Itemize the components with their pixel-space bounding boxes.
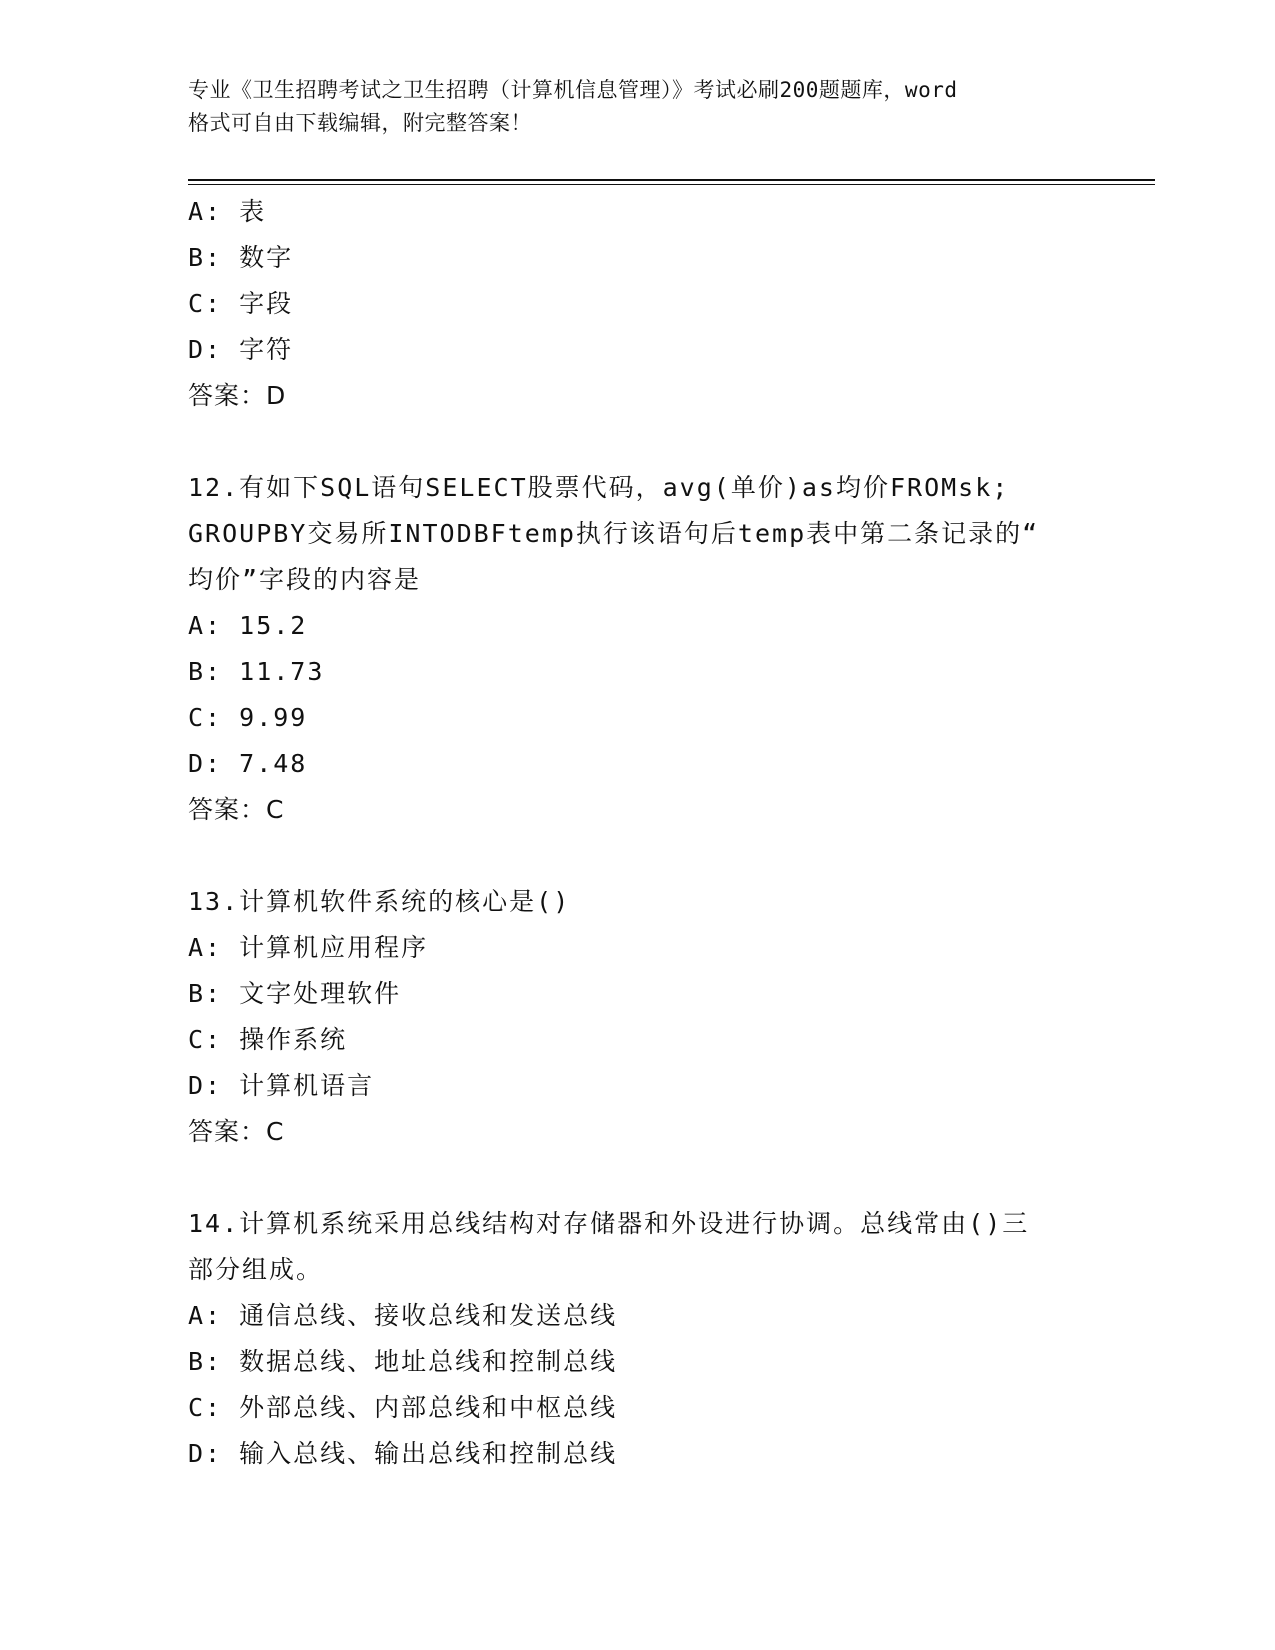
option-c: C: 外部总线、内部总线和中枢总线	[188, 1393, 618, 1422]
header-line-2: 格式可自由下载编辑，附完整答案！	[188, 111, 532, 135]
answer: 答案：C	[188, 795, 285, 824]
option-d: D: 7.48	[188, 749, 308, 778]
answer: 答案：D	[188, 381, 287, 410]
option-b: B: 11.73	[188, 657, 325, 686]
question-text-line-1: 13.计算机软件系统的核心是()	[188, 887, 571, 916]
option-b: B: 文字处理软件	[188, 979, 402, 1008]
question-14	[188, 1201, 1088, 1477]
question-text-line-1: 12.有如下SQL语句SELECT股票代码，avg(单价)as均价FROMsk;	[188, 473, 1010, 502]
option-b: B: 数据总线、地址总线和控制总线	[188, 1347, 618, 1376]
question-13	[188, 879, 1088, 1155]
question-text-line-2: 部分组成。	[188, 1255, 324, 1284]
option-d: D: 输入总线、输出总线和控制总线	[188, 1439, 618, 1468]
option-c: C: 字段	[188, 289, 294, 318]
question-12	[188, 465, 1088, 833]
spacer	[188, 833, 1088, 879]
option-c: C: 操作系统	[188, 1025, 348, 1054]
header-rule-thick	[188, 179, 1155, 181]
option-d: D: 字符	[188, 335, 294, 364]
question-list	[188, 189, 1088, 1477]
answer: 答案：C	[188, 1117, 285, 1146]
option-a: A: 表	[188, 197, 267, 226]
option-d: D: 计算机语言	[188, 1071, 375, 1100]
spacer	[188, 419, 1088, 465]
option-a: A: 计算机应用程序	[188, 933, 429, 962]
option-c: C: 9.99	[188, 703, 308, 732]
header-rule-thin	[188, 184, 1155, 185]
question-text-line-3: 均价”字段的内容是	[188, 565, 422, 594]
spacer	[188, 1155, 1088, 1201]
header-line-1: 专业《卫生招聘考试之卫生招聘（计算机信息管理）》考试必刷200题题库，word	[188, 78, 958, 102]
option-a: A: 15.2	[188, 611, 308, 640]
question-text-line-1: 14.计算机系统采用总线结构对存储器和外设进行协调。总线常由()三	[188, 1209, 1030, 1238]
question-11	[188, 189, 1088, 419]
option-a: A: 通信总线、接收总线和发送总线	[188, 1301, 618, 1330]
page-header	[188, 74, 1088, 140]
option-b: B: 数字	[188, 243, 294, 272]
question-text-line-2: GROUPBY交易所INTODBFtemp执行该语句后temp表中第二条记录的“	[188, 519, 1040, 548]
